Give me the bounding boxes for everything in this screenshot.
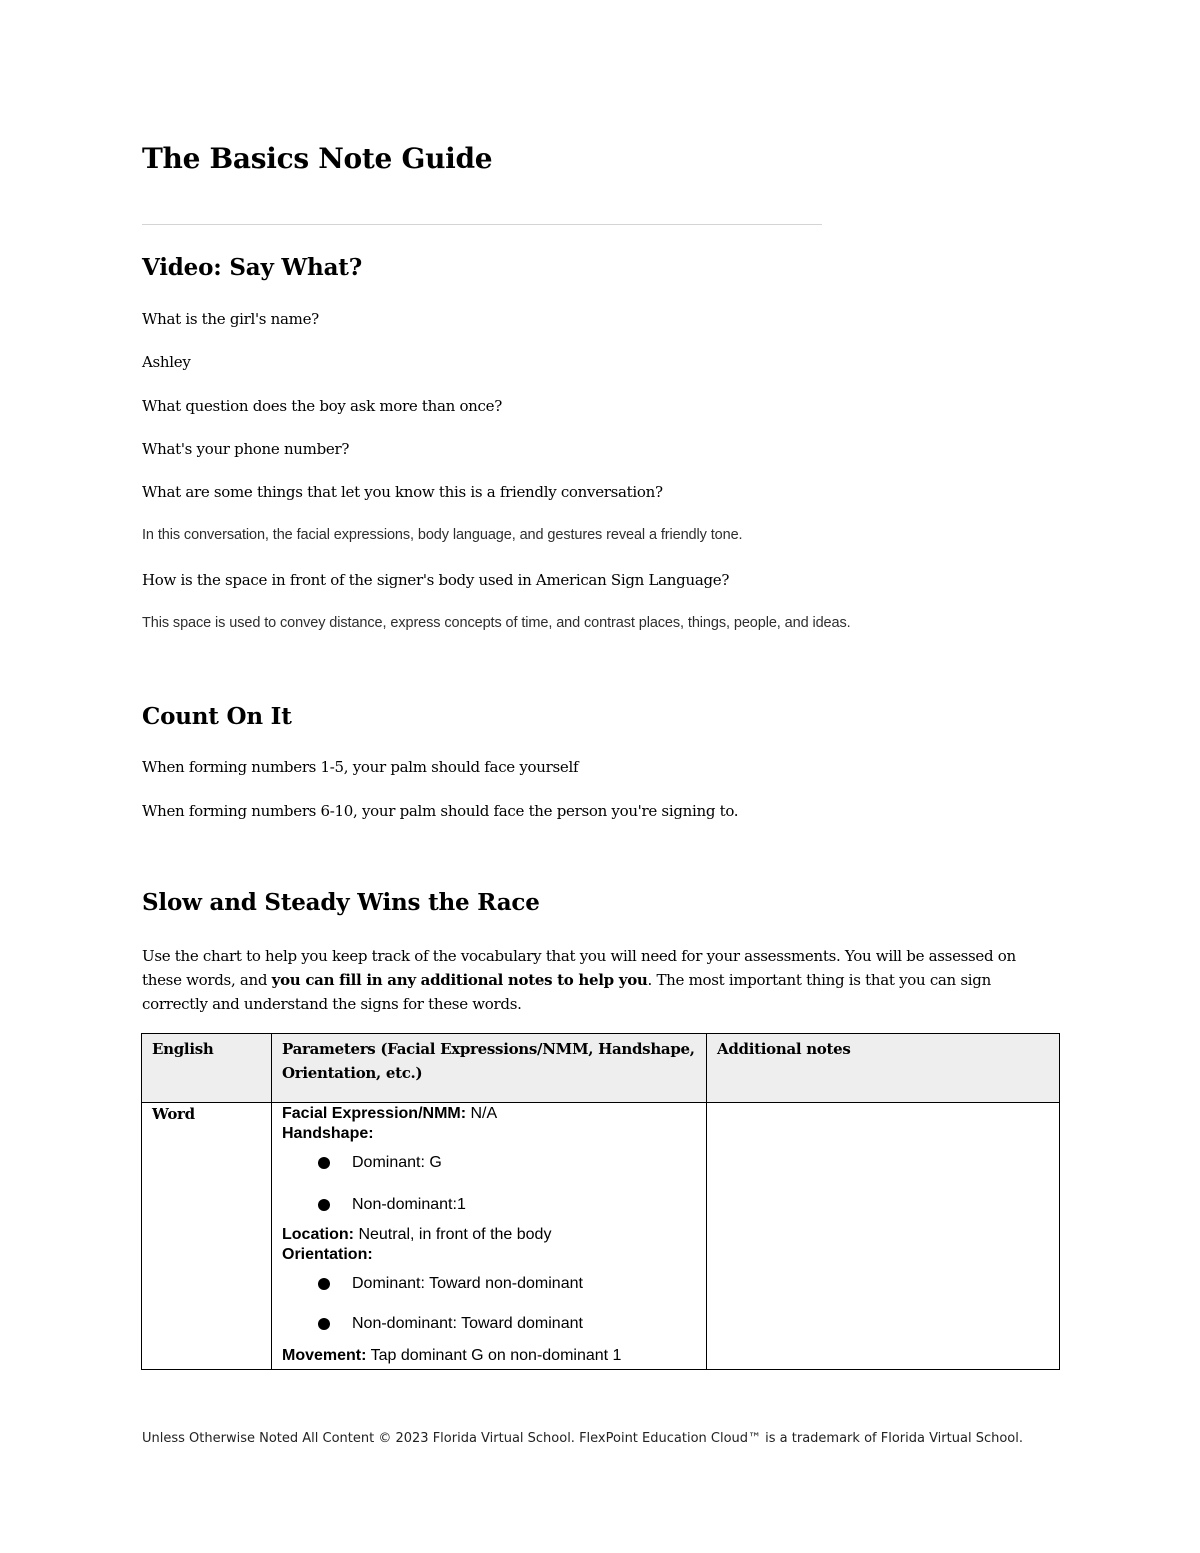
facial-expression-label: Facial Expression/NMM:: [282, 1105, 467, 1122]
cell-additional-notes[interactable]: [707, 1103, 1060, 1370]
footer-copyright: Unless Otherwise Noted All Content © 2023 Florida Virtual School. FlexPoint Education Cloud™ is a trademark of Florida Virtual School.: [142, 1431, 1023, 1446]
question-1: What is the girl's name?: [142, 310, 319, 328]
count-line-1: When forming numbers 1-5, your palm should face yourself: [142, 758, 579, 776]
section-heading-count: Count On It: [142, 703, 292, 730]
header-english: English: [152, 1040, 214, 1058]
table-row: [142, 1103, 1060, 1370]
bullet-icon: [318, 1157, 330, 1169]
chart-instructions: [142, 944, 1042, 1016]
answer-3: In this conversation, the facial expressions, body language, and gestures reveal a friendly tone.: [142, 527, 743, 543]
orientation-line: [282, 1245, 696, 1265]
intro-text-2: . The most important thing is that you can sign correctly and understand the signs for these words.: [142, 971, 991, 1013]
facial-expression-value: N/A: [466, 1105, 498, 1122]
handshape-item-dominant: [282, 1153, 696, 1173]
header-parameters: Parameters (Facial Expressions/NMM, Handshape, Orientation, etc.): [282, 1040, 695, 1082]
header-cell-notes: [707, 1034, 1060, 1103]
section-heading-video: Video: Say What?: [142, 254, 362, 281]
answer-2: What's your phone number?: [142, 440, 350, 458]
movement-value: Tap dominant G on non-dominant 1: [366, 1347, 622, 1364]
handshape-dominant-text: Dominant: G: [352, 1154, 442, 1171]
movement-line: [282, 1346, 696, 1366]
location-value: Neutral, in front of the body: [354, 1226, 552, 1243]
question-2: What question does the boy ask more than once?: [142, 397, 502, 415]
handshape-line: [282, 1124, 696, 1144]
orientation-item-dominant: [282, 1274, 696, 1294]
page-title: The Basics Note Guide: [142, 142, 493, 175]
orientation-item-non-dominant: [282, 1314, 696, 1334]
bullet-icon: [318, 1278, 330, 1290]
facial-expression-line: [282, 1103, 696, 1124]
bullet-icon: [318, 1318, 330, 1330]
parameters-content: [272, 1103, 706, 1366]
handshape-item-non-dominant: [282, 1195, 696, 1215]
intro-text-1: Use the chart to help you keep track of the vocabulary that you will need for your assessments. You will be assessed on these words, and: [142, 947, 1016, 989]
header-cell-parameters: [272, 1034, 707, 1103]
question-4: How is the space in front of the signer's body used in American Sign Language?: [142, 571, 730, 589]
cell-parameters: [272, 1103, 707, 1370]
vocabulary-table: [141, 1033, 1060, 1370]
header-notes: Additional notes: [717, 1040, 851, 1058]
orientation-dominant-text: Dominant: Toward non-dominant: [352, 1275, 583, 1292]
orientation-non-dominant-text: Non-dominant: Toward dominant: [352, 1315, 583, 1332]
answer-4: This space is used to convey distance, express concepts of time, and contrast places, things, people, and ideas.: [142, 615, 851, 631]
intro-text-bold: you can fill in any additional notes to help you: [271, 971, 648, 989]
orientation-label: Orientation:: [282, 1246, 373, 1263]
english-word: Word: [152, 1105, 195, 1123]
question-3: What are some things that let you know this is a friendly conversation?: [142, 483, 663, 501]
movement-label: Movement:: [282, 1347, 367, 1364]
location-line: [282, 1225, 696, 1245]
bullet-icon: [318, 1199, 330, 1211]
table-header-row: [142, 1034, 1060, 1103]
answer-1: Ashley: [142, 353, 191, 371]
section-heading-slow: Slow and Steady Wins the Race: [142, 889, 540, 916]
header-cell-english: [142, 1034, 272, 1103]
handshape-label: Handshape:: [282, 1125, 374, 1142]
location-label: Location:: [282, 1226, 354, 1243]
handshape-non-dominant-text: Non-dominant:1: [352, 1196, 466, 1213]
count-line-2: When forming numbers 6-10, your palm should face the person you're signing to.: [142, 802, 739, 820]
title-divider: [142, 224, 822, 225]
cell-english: [142, 1103, 272, 1370]
